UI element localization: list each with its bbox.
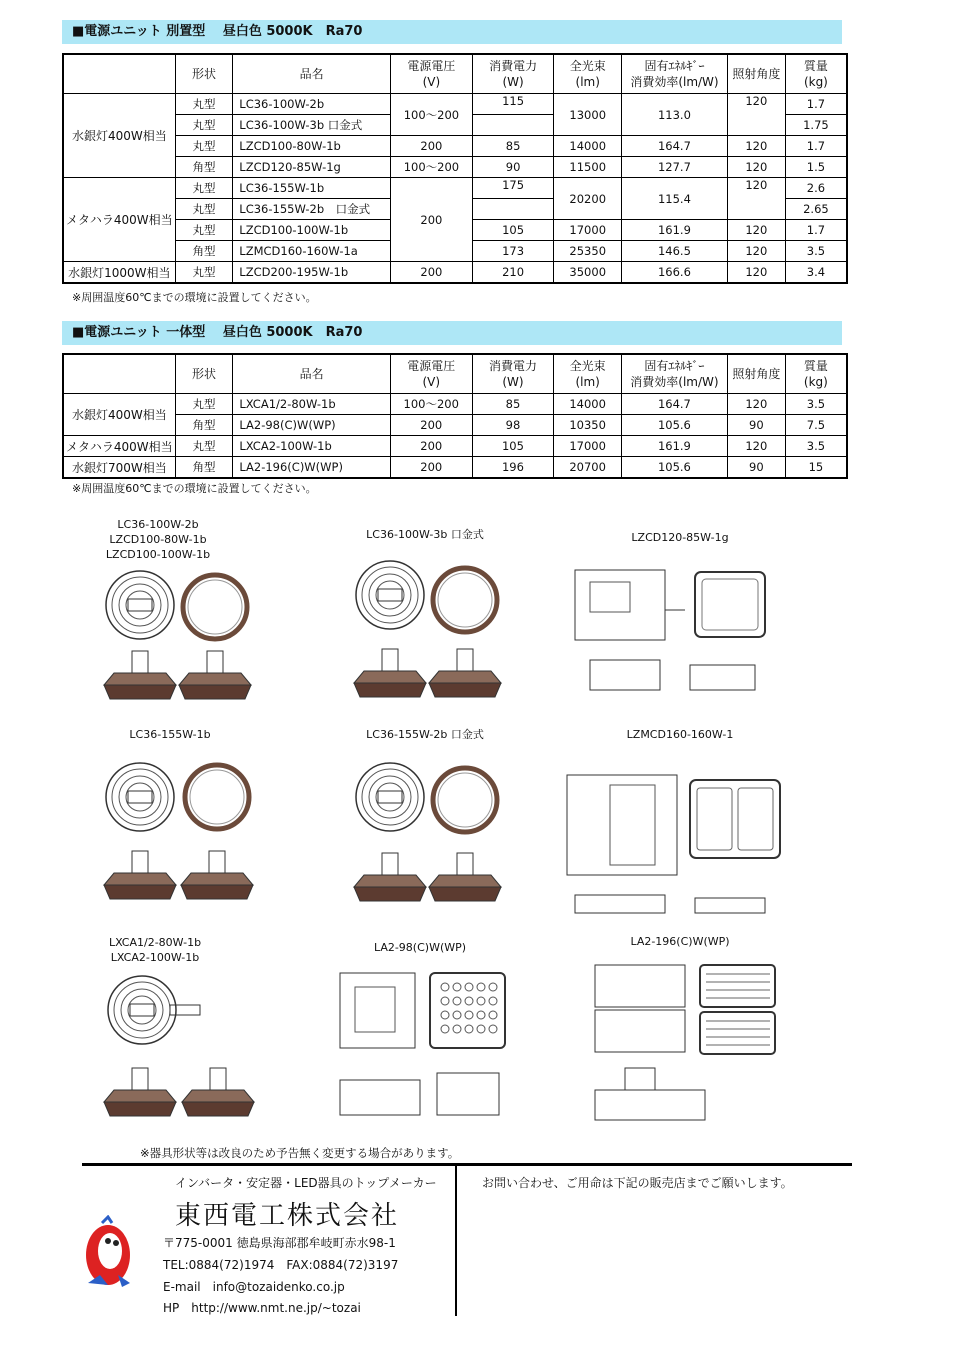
mass-cell: 15 [785, 457, 847, 479]
category-cell: 水銀灯700W相当 [63, 457, 175, 479]
mass-cell: 7.5 [785, 415, 847, 436]
efficiency-cell: 146.5 [622, 241, 728, 262]
table-row [63, 394, 847, 415]
table-row [63, 457, 847, 479]
flux-cell: 20200 [554, 178, 622, 220]
shape-cell: 丸型 [175, 199, 233, 220]
angle-cell: 120 [727, 178, 785, 220]
angle-cell: 120 [727, 241, 785, 262]
table-row [63, 415, 847, 436]
angle-cell: 120 [727, 436, 785, 457]
product-name: LC36-155W-1b [233, 178, 391, 199]
drawing-label-lc36-155w-1b: LC36-155W-1b [129, 728, 211, 741]
header-voltage: 電源電圧 (V) [391, 54, 473, 94]
voltage-cell: 200 [391, 262, 473, 284]
header-category [63, 54, 175, 94]
table-row [63, 178, 847, 199]
table-row [63, 262, 847, 284]
voltage-cell: 100～200 [391, 94, 473, 136]
shape-cell: 丸型 [175, 436, 233, 457]
address: 〒775-0001 徳島県海部郡牟岐町赤水98-1 [163, 1236, 396, 1250]
flux-cell: 17000 [554, 220, 622, 241]
drawing-label-group1: LC36-100W-2b LZCD100-80W-1b LZCD100-100W-1b [105, 518, 211, 561]
flux-cell: 20700 [554, 457, 622, 479]
product-name: LZCD200-195W-1b [233, 262, 391, 284]
flux-cell: 11500 [554, 157, 622, 178]
mass-cell: 2.65 [785, 199, 847, 220]
drawing-la2-196 [570, 960, 785, 1130]
company-name: 東西電工株式会社 [175, 1201, 400, 1231]
header-mass: 質量 (kg) [785, 354, 847, 394]
header-flux: 全光束 (lm) [554, 354, 622, 394]
category-cell: 水銀灯1000W相当 [63, 262, 175, 284]
section2-note: ※周囲温度60℃までの環境に設置してください。 [72, 482, 317, 495]
shape-cell: 丸型 [175, 220, 233, 241]
drawing-label-la2-98: LA2-98(C)W(WP) [373, 941, 467, 954]
angle-cell: 120 [727, 136, 785, 157]
flux-cell: 14000 [554, 394, 622, 415]
power-cell: 173 [472, 241, 554, 262]
voltage-cell: 100～200 [390, 394, 472, 415]
category-cell: 水銀灯400W相当 [63, 94, 175, 178]
drawing-lzcd120-85w [565, 560, 780, 700]
mass-cell: 1.75 [785, 115, 847, 136]
product-name: LZCD100-100W-1b [233, 220, 391, 241]
product-name: LZCD100-80W-1b [233, 136, 391, 157]
mass-cell: 3.5 [785, 436, 847, 457]
mass-cell: 1.7 [785, 220, 847, 241]
spec-table-separate [62, 53, 848, 284]
angle-cell: 120 [727, 220, 785, 241]
section2-title: ■電源ユニット 一体型 昼白色 5000K Ra70 [62, 321, 842, 345]
power-cell: 85 [472, 136, 554, 157]
header-angle: 照射角度 [727, 354, 785, 394]
mass-cell: 3.4 [785, 262, 847, 284]
efficiency-cell: 113.0 [622, 94, 728, 136]
angle-cell: 120 [727, 394, 785, 415]
flux-cell: 35000 [554, 262, 622, 284]
power-cell: 90 [472, 157, 554, 178]
mass-cell: 1.7 [785, 94, 847, 115]
mass-cell: 3.5 [785, 241, 847, 262]
voltage-cell: 200 [390, 436, 472, 457]
power-cell: 85 [472, 394, 554, 415]
power-cell: 105 [472, 220, 554, 241]
voltage-cell: 100～200 [391, 157, 473, 178]
mass-cell: 3.5 [785, 394, 847, 415]
flux-cell: 17000 [554, 436, 622, 457]
power-cell: 115 [472, 94, 554, 115]
shape-cell: 角型 [175, 241, 233, 262]
drawing-lc36-155w-2b [340, 755, 505, 910]
shape-cell: 丸型 [175, 178, 233, 199]
shape-cell: 丸型 [175, 136, 233, 157]
efficiency-cell: 161.9 [622, 220, 728, 241]
product-name: LC36-155W-2b 口金式 [233, 199, 391, 220]
header-efficiency: 固有ｴﾈﾙｷﾞｰ 消費効率(lm/W) [622, 54, 728, 94]
drawing-label-lc36-100w-3b: LC36-100W-3b 口金式 [366, 528, 484, 541]
mass-cell: 2.6 [785, 178, 847, 199]
header-category [63, 354, 175, 394]
drawing-la2-98 [325, 965, 510, 1125]
mass-cell: 1.7 [785, 136, 847, 157]
header-name: 品名 [233, 354, 391, 394]
inquiry-note: お問い合わせ、ご用命は下記の販売店までご願いします。 [482, 1176, 793, 1190]
spec-table-integrated [62, 353, 848, 479]
header-shape: 形状 [175, 54, 233, 94]
drawing-lc36-100w-3b [345, 555, 505, 705]
drawing-label-lc36-155w-2b: LC36-155W-2b 口金式 [366, 728, 484, 741]
product-name: LZCD120-85W-1g [233, 157, 391, 178]
tagline: インバータ・安定器・LED器具のトップメーカー [175, 1176, 437, 1190]
efficiency-cell: 105.6 [622, 415, 728, 436]
power-cell: 105 [472, 436, 554, 457]
efficiency-cell: 127.7 [622, 157, 728, 178]
drawing-lc36-100w-2b [100, 565, 260, 710]
header-power: 消費電力 (W) [472, 54, 554, 94]
header-flux: 全光束 (lm) [554, 54, 622, 94]
power-cell: 210 [472, 262, 554, 284]
drawing-lxca [100, 970, 260, 1125]
drawing-lzmcd160-160w [555, 760, 785, 920]
efficiency-cell: 166.6 [622, 262, 728, 284]
shape-cell: 丸型 [175, 262, 233, 284]
voltage-cell: 200 [390, 415, 472, 436]
efficiency-cell: 164.7 [622, 136, 728, 157]
efficiency-cell: 115.4 [622, 178, 728, 220]
drawing-label-lzcd120: LZCD120-85W-1g [631, 531, 729, 544]
angle-cell: 120 [727, 94, 785, 136]
product-name: LC36-100W-2b [233, 94, 391, 115]
header-voltage: 電源電圧 (V) [390, 354, 472, 394]
angle-cell: 120 [727, 157, 785, 178]
product-name: LXCA2-100W-1b [233, 436, 391, 457]
shape-cell: 丸型 [175, 115, 233, 136]
flux-cell: 10350 [554, 415, 622, 436]
header-shape: 形状 [175, 354, 233, 394]
shape-cell: 丸型 [175, 94, 233, 115]
email: E-mail info@tozaidenko.co.jp [163, 1280, 345, 1294]
power-cell: 196 [472, 457, 554, 479]
efficiency-cell: 161.9 [622, 436, 728, 457]
table-row [63, 136, 847, 157]
voltage-cell: 200 [391, 136, 473, 157]
product-name: LZMCD160-160W-1a [233, 241, 391, 262]
section1-title: ■電源ユニット 別置型 昼白色 5000K Ra70 [62, 20, 842, 44]
flux-cell: 14000 [554, 136, 622, 157]
footer-vertical-divider [455, 1166, 457, 1316]
table-row [63, 436, 847, 457]
shape-cell: 丸型 [175, 394, 233, 415]
header-efficiency: 固有ｴﾈﾙｷﾞｰ 消費効率(lm/W) [622, 354, 728, 394]
category-cell: 水銀灯400W相当 [63, 394, 175, 436]
product-name: LXCA1/2-80W-1b [233, 394, 391, 415]
header-angle: 照射角度 [727, 54, 785, 94]
footer-divider [82, 1163, 852, 1166]
drawing-label-group7: LXCA1/2-80W-1b LXCA2-100W-1b [108, 936, 202, 964]
table-row [63, 157, 847, 178]
change-note: ※器具形状等は改良のため予告無く変更する場合があります。 [140, 1146, 460, 1160]
product-name: LA2-196(C)W(WP) [233, 457, 391, 479]
table-row [63, 94, 847, 115]
voltage-cell: 200 [390, 457, 472, 479]
header-power: 消費電力 (W) [472, 354, 554, 394]
angle-cell: 90 [727, 415, 785, 436]
shape-cell: 角型 [175, 457, 233, 479]
drawing-label-lzmcd160: LZMCD160-160W-1 [626, 728, 734, 741]
header-name: 品名 [233, 54, 391, 94]
power-cell: 98 [472, 415, 554, 436]
category-cell: メタハラ400W相当 [63, 436, 175, 457]
shape-cell: 角型 [175, 415, 233, 436]
flux-cell: 13000 [554, 94, 622, 136]
product-name: LC36-100W-3b 口金式 [233, 115, 391, 136]
shape-cell: 角型 [175, 157, 233, 178]
drawing-label-la2-196: LA2-196(C)W(WP) [630, 935, 730, 948]
efficiency-cell: 164.7 [622, 394, 728, 415]
section1-note: ※周囲温度60℃までの環境に設置してください。 [72, 291, 317, 304]
power-cell: 175 [472, 178, 554, 199]
flux-cell: 25350 [554, 241, 622, 262]
angle-cell: 90 [727, 457, 785, 479]
drawing-lc36-155w-1b [95, 755, 260, 910]
mass-cell: 1.5 [785, 157, 847, 178]
voltage-cell: 200 [391, 178, 473, 262]
mascot-logo [78, 1215, 138, 1290]
homepage-link[interactable]: HP http://www.nmt.ne.jp/~tozai [163, 1301, 361, 1315]
category-cell: メタハラ400W相当 [63, 178, 175, 262]
header-mass: 質量 (kg) [785, 54, 847, 94]
phone-fax: TEL:0884(72)1974 FAX:0884(72)3197 [163, 1258, 399, 1272]
angle-cell: 120 [727, 262, 785, 284]
efficiency-cell: 105.6 [622, 457, 728, 479]
product-name: LA2-98(C)W(WP) [233, 415, 391, 436]
